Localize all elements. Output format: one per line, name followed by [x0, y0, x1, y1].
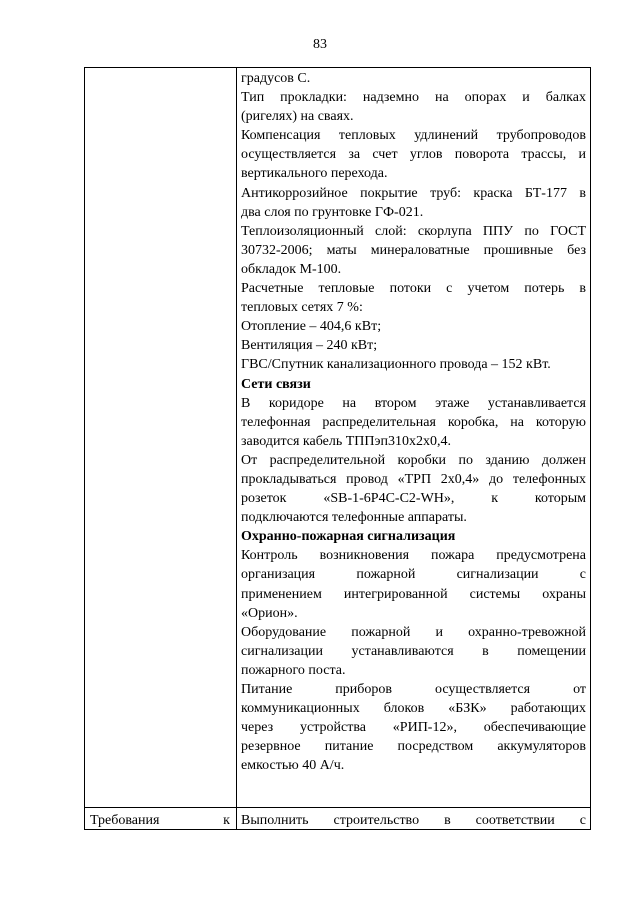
text-line: градусов С. — [241, 71, 311, 86]
text-line: коммуникационных блоков «БЗК» работающих — [241, 701, 586, 717]
text-line: Контроль возникновения пожара предусмотрена — [241, 548, 586, 564]
section-heading: Охранно-пожарная сигнализация — [241, 529, 456, 545]
section-heading: Сети связи — [241, 376, 311, 392]
text-line: резервное питание посредством аккумуляторов — [241, 739, 586, 755]
table-cell-description — [241, 69, 586, 775]
text-line: пожарного поста. — [241, 662, 346, 678]
text-line: применением интегрированной системы охраны — [241, 586, 586, 602]
text-line: Питание приборов осуществляется от — [241, 682, 586, 697]
text-line: тепловых сетях 7 %: — [241, 300, 363, 316]
text-line: организация пожарной сигнализации с — [241, 567, 586, 583]
text-line: Теплоизоляционный слой: скорлупа ППУ по ГОСТ — [241, 223, 586, 239]
text-line: телефонная распределительная коробка, на которую — [241, 414, 586, 430]
row-text-construction: Выполнить строительство в соответствии с — [241, 813, 586, 828]
text-line: Компенсация тепловых удлинений трубопроводов — [241, 128, 586, 144]
text-line: через устройства «РИП-12», обеспечивающие — [241, 720, 586, 736]
text-line: Отопление – 404,6 кВт; — [241, 319, 382, 335]
text-line: подключаются телефонные аппараты. — [241, 510, 467, 526]
text-line: два слоя по грунтовке ГФ-021. — [241, 204, 424, 220]
text-line: (ригелях) на сваях. — [241, 109, 354, 125]
text-line: От распределительной коробки по зданию должен — [241, 452, 586, 468]
page-number: 83 — [313, 37, 327, 52]
text-line: заводится кабель ТППэп310х2х0,4. — [241, 433, 452, 449]
text-line: осуществляется за счет углов поворота трассы, и — [241, 147, 586, 163]
text-line: Тип прокладки: надземно на опорах и балках — [241, 90, 586, 106]
text-line: прокладываться провод «ТРП 2х0,4» до телефонных — [241, 471, 586, 487]
text-line: «Орион». — [241, 605, 298, 621]
row-label-requirements: Требования к — [90, 813, 230, 828]
text-line: Расчетные тепловые потоки с учетом потерь в — [241, 281, 586, 297]
text-line: обкладок М-100. — [241, 261, 342, 277]
text-line: вертикального перехода. — [241, 166, 388, 182]
text-line: В коридоре на втором этаже устанавливается — [241, 395, 586, 411]
text-line: 30732-2006; маты минераловатные прошивные без — [241, 242, 586, 258]
text-line: Оборудование пожарной и охранно-тревожной — [241, 624, 586, 640]
text-line: Вентиляция – 240 кВт; — [241, 338, 378, 354]
text-line: ГВС/Спутник канализационного провода – 152 кВт. — [241, 357, 551, 373]
text-line: розеток «SB-1-6P4C-C2-WH», к которым — [241, 491, 586, 507]
text-line: сигнализации устанавливаются в помещении — [241, 643, 586, 659]
text-line: емкостью 40 А/ч. — [241, 758, 345, 774]
text-line: Антикоррозийное покрытие труб: краска БТ-177 в — [241, 185, 586, 201]
